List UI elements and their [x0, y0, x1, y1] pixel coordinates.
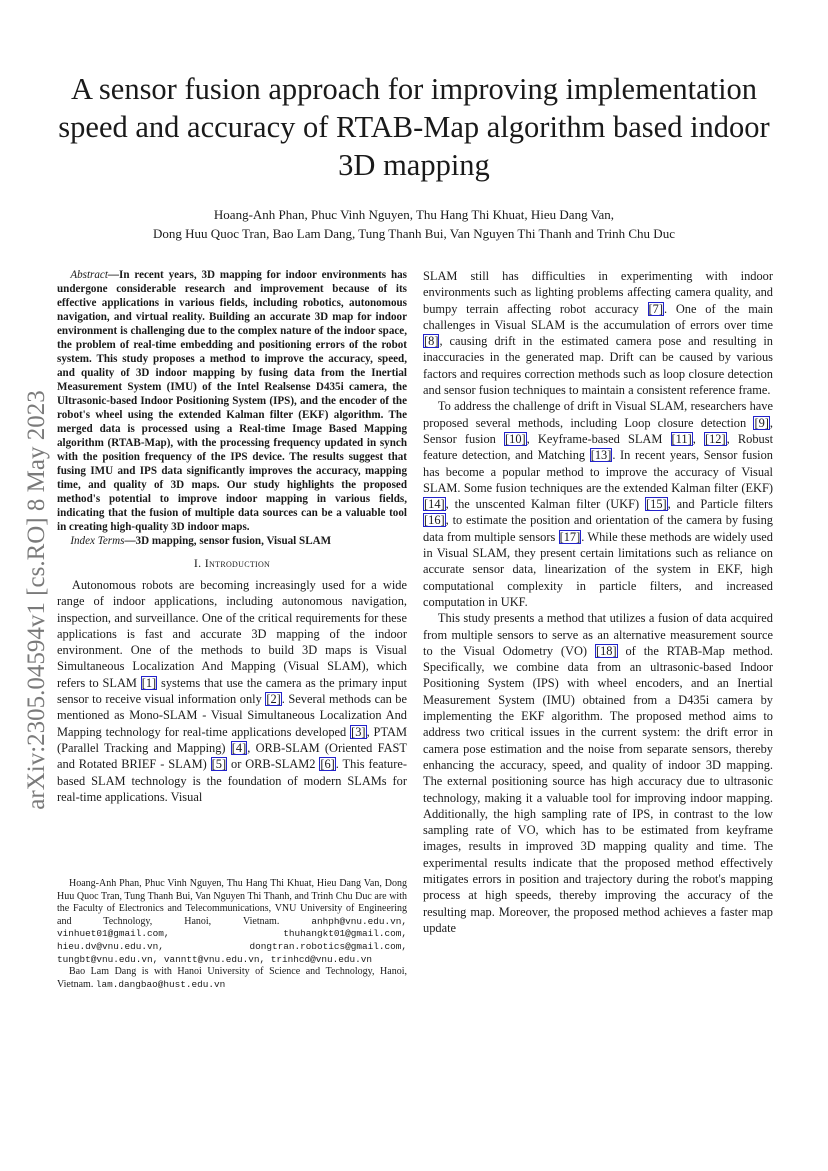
intro-paragraph-1: Autonomous robots are becoming increasingly used for a wide range of indoor applications, including autonomous navigation, inspection, and surveillance. One of the critical requirements for these applications is fast and accurate 3D mapping of the indoor environment. One of the methods to build 3D maps is Visual Simultaneous Localization And Mapping (Visual SLAM), which refers to SLAM [1] systems that use the camera as the primary input sensor to receive visual information only [2]. Several methods can be mentioned as Mono-SLAM - Visual Simultaneous Localization And Mapping technology for real-time applications developed [3], PTAM (Parallel Tracking and Mapping) [4], ORB-SLAM (Oriented FAST and Rotated BRIEF - SLAM) [5] or ORB-SLAM2 [6]. This feature-based SLAM technology is the foundation of modern SLAMs for real-time applications. Visual: [57, 578, 407, 804]
paper-title: A sensor fusion approach for improving implementation speed and accuracy of RTAB-Map algorithm based indoor 3D mapping: [58, 72, 770, 182]
left-column: [57, 268, 407, 805]
index-terms-text: 3D mapping, sensor fusion, Visual SLAM: [135, 535, 332, 547]
section-title: Introduction: [204, 556, 271, 570]
citation-link[interactable]: [4]: [231, 740, 247, 755]
abstract-label: Abstract: [70, 269, 108, 281]
section-heading: [57, 556, 407, 571]
citation-link[interactable]: [8]: [424, 334, 439, 349]
citation-link[interactable]: [17]: [559, 529, 581, 544]
citation-link[interactable]: [15]: [646, 497, 667, 512]
right-column: [423, 268, 773, 936]
citation-link[interactable]: [1]: [141, 675, 157, 690]
abstract: [57, 268, 407, 534]
citation-link[interactable]: [10]: [505, 431, 526, 446]
intro-paragraph-2: SLAM still has difficulties in experimenting with indoor environments such as lighting problems affecting camera quality, and bumpy terrain affecting robot accuracy [7]. One of the main challenges in Visual SLAM is the accumulation of errors over time [8], causing drift in the estimated camera pose and resulting in inaccuracies in the generated map. Drift can be caused by various factors and requires correction methods such as loop closure detection and sensor fusion techniques to maintain a consistent reference frame.: [423, 269, 773, 398]
citation-link[interactable]: [6]: [320, 757, 335, 772]
footnote-affiliation-1: Hoang-Anh Phan, Phuc Vinh Nguyen, Thu Hang Thi Khuat, Hieu Dang Van, Dong Huu Quoc Tran, Tung Thanh Bui, Van Nguyen Thi Thanh, and Trinh Chu Duc are with the Faculty of Electronics and Telecommunications, VNU University of Engineering and Technology, Hanoi, Vietnam. anhph@vnu.edu.vn, vinhuet01@gmail.com, thuhangkt01@gmail.com, hieu.dv@vnu.edu.vn, dongtran.robotics@gmail.com, tungbt@vnu.edu.vn, vanntt@vnu.edu.vn, trinhcd@vnu.edu.vn: [57, 878, 407, 965]
citation-link[interactable]: [16]: [424, 513, 445, 528]
section-number: I.: [193, 556, 202, 570]
index-terms-label: Index Terms: [70, 535, 125, 547]
footnote-email: lam.dangbao@hust.edu.vn: [95, 978, 226, 990]
author-line-1: Hoang-Anh Phan, Phuc Vinh Nguyen, Thu Hang Thi Khuat, Hieu Dang Van,: [213, 207, 615, 222]
citation-link[interactable]: [18]: [595, 643, 617, 658]
author-line-2: Dong Huu Quoc Tran, Bao Lam Dang, Tung Thanh Bui, Van Nguyen Thi Thanh and Trinh Chu Duc: [153, 226, 675, 241]
citation-link[interactable]: [12]: [704, 431, 726, 446]
citation-link[interactable]: [9]: [754, 415, 769, 430]
arxiv-stamp: [12, 360, 62, 840]
abstract-text: In recent years, 3D mapping for indoor environments has undergone considerable research and improvement because of its effective applications in various fields, including robotics, autonomous navigation, and virtual reality. Building an accurate 3D map for indoor environment is challenging due to the complex nature of the indoor space, the problem of real-time embedding and positioning errors of the robot system. This study proposes a method to improve the accuracy, speed, and quality of 3D indoor mapping by fusing data from the Inertial Measurement System (IMU) of the Intel Realsense D435i camera, the Ultrasonic-based Indoor Positioning System (IPS), and the encoder of the robot's wheel using the extended Kalman filter (EKF) algorithm. The merged data is processed using a Real-time Image Based Mapping algorithm (RTAB-Map), with the processing frequency updated in synch with the position frequency of the IPS device. The results suggest that fusing IMU and IPS data significantly improves the accuracy, mapping time, and quality of 3D maps. Our study highlights the proposed method's potential to improve indoor mapping in various fields, indicating that the fusion of multiple data sources can be a valuable tool in creating high-quality 3D indoor maps.: [57, 269, 407, 533]
affiliation-footnote: [57, 878, 407, 991]
citation-link[interactable]: [11]: [671, 431, 692, 446]
abstract-dash: —: [107, 269, 119, 281]
footnote-affiliation-2: Bao Lam Dang is with Hanoi University of Science and Technology, Hanoi, Vietnam. lam.dangbao@hust.edu.vn: [57, 966, 407, 990]
index-terms: [57, 534, 407, 548]
index-terms-dash: —: [124, 535, 136, 547]
citation-link[interactable]: [2]: [266, 692, 281, 707]
citation-link[interactable]: [7]: [648, 301, 663, 316]
citation-link[interactable]: [13]: [590, 448, 612, 463]
citation-link[interactable]: [14]: [424, 497, 445, 512]
citation-link[interactable]: [5]: [211, 757, 227, 772]
citation-link[interactable]: [3]: [351, 724, 366, 739]
arxiv-identifier: arXiv:2305.04594v1 [cs.RO] 8 May 2023: [23, 390, 50, 810]
intro-paragraph-4: This study presents a method that utilizes a fusion of data acquired from multiple sensors to serve as an alternative measurement source to the Visual Odometry (VO) [18] of the RTAB-Map method. Specifically, we combine data from an ultrasonic-based Indoor Positioning System (IPS) with wheel encoders, and an Inertial Measurement System (IMU) obtained from a D435i camera by implementing the EKF algorithm. The proposed method aims to address two critical issues in the current system: the drift error in camera pose estimation and the noise from separate sensors, thereby enhancing the accuracy, speed, and quality of indoor 3D mapping. The external positioning source has high accuracy due to ultrasonic technology, making it a valuable tool for improving indoor mapping. Additionally, the high sampling rate of IPS, in contrast to the low sampling rate of VO, which has to be estimated from keyframe images, results in improved 3D mapping quality and time. The experimental results indicate that the proposed method effectively mitigates errors in position and trajectory during the robot's mapping process at high speeds, thereby improving the accuracy of the resulting map. Moreover, the proposed method achieves a faster map update: [423, 611, 773, 935]
intro-paragraph-3: To address the challenge of drift in Visual SLAM, researchers have proposed several methods, including Loop closure detection [9], Sensor fusion [10], Keyframe-based SLAM [11], [12], Robust feature detection, and Matching [13]. In recent years, Sensor fusion has become a popular method to improve the accuracy of Visual SLAM. Some fusion techniques are the extended Kalman filter (EKF) [14], the unscented Kalman filter (UKF) [15], and Particle filters [16], to estimate the position and orientation of the camera by fusing data from multiple sensors [17]. While these methods are widely used in Visual SLAM, they present certain limitations such as reliance on accurate sensor data, linearization of the system in EKF, high computational complexity in particle filters, and increased computation in UKF.: [423, 399, 774, 609]
footnote-emails: anhph@vnu.edu.vn, vinhuet01@gmail.com, thuhangkt01@gmail.com, hieu.dv@vnu.edu.vn, dongtran.robotics@gmail.com, tungbt@vnu.edu.vn, vanntt@vnu.edu.vn, trinhcd@vnu.edu.vn: [57, 915, 407, 965]
author-list: [40, 205, 788, 243]
